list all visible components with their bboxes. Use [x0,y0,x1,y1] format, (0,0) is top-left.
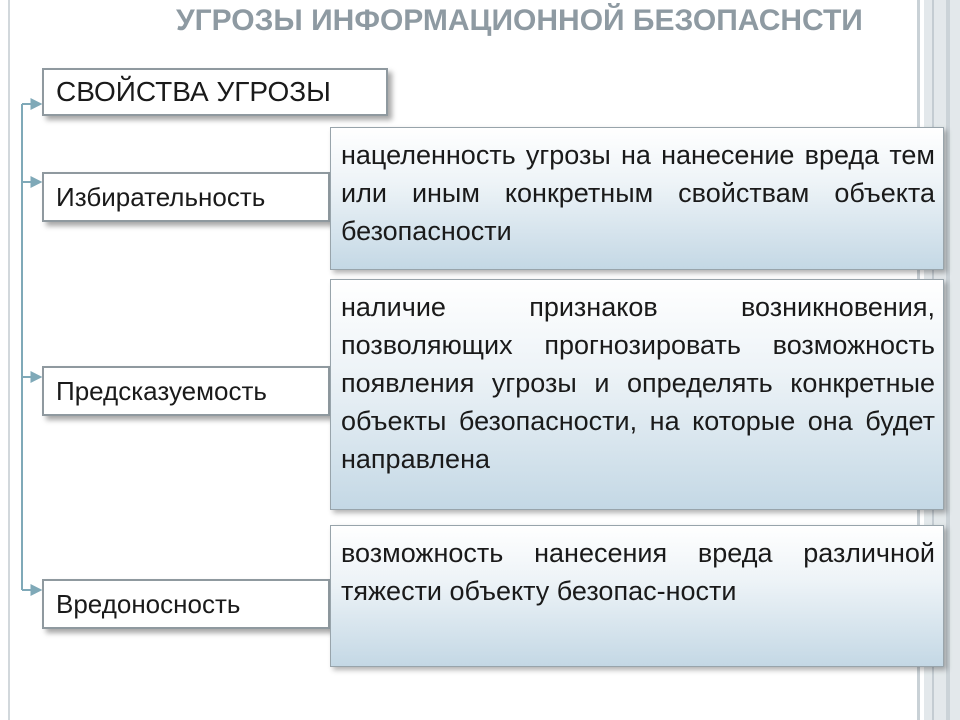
property-predictability-description: наличие признаков возникновения, позволяющих прогнозировать возможность появления угрозы и определять конкретные объекты безопасности, на которые она будет направлена [330,279,944,510]
property-selectivity-description: нацеленность угрозы на нанесение вреда тем или иным конкретным свойствам объекта безопасности [330,127,944,270]
property-selectivity-box: Избирательность [42,172,330,222]
property-harmfulness-box: Вредоносность [42,579,330,629]
slide-title: УГРОЗЫ ИНФОРМАЦИОННОЙ БЕЗОПАСНСТИ [176,4,863,37]
slide-frame-right-line-outer [946,0,950,720]
slide-frame-left [8,0,10,720]
root-node-threat-properties: СВОЙСТВА УГРОЗЫ [42,68,388,116]
property-predictability-box: Предсказуемость [42,366,330,416]
property-harmfulness-description: возможность нанесения вреда различной тяжести объекту безопас-ности [330,525,944,667]
